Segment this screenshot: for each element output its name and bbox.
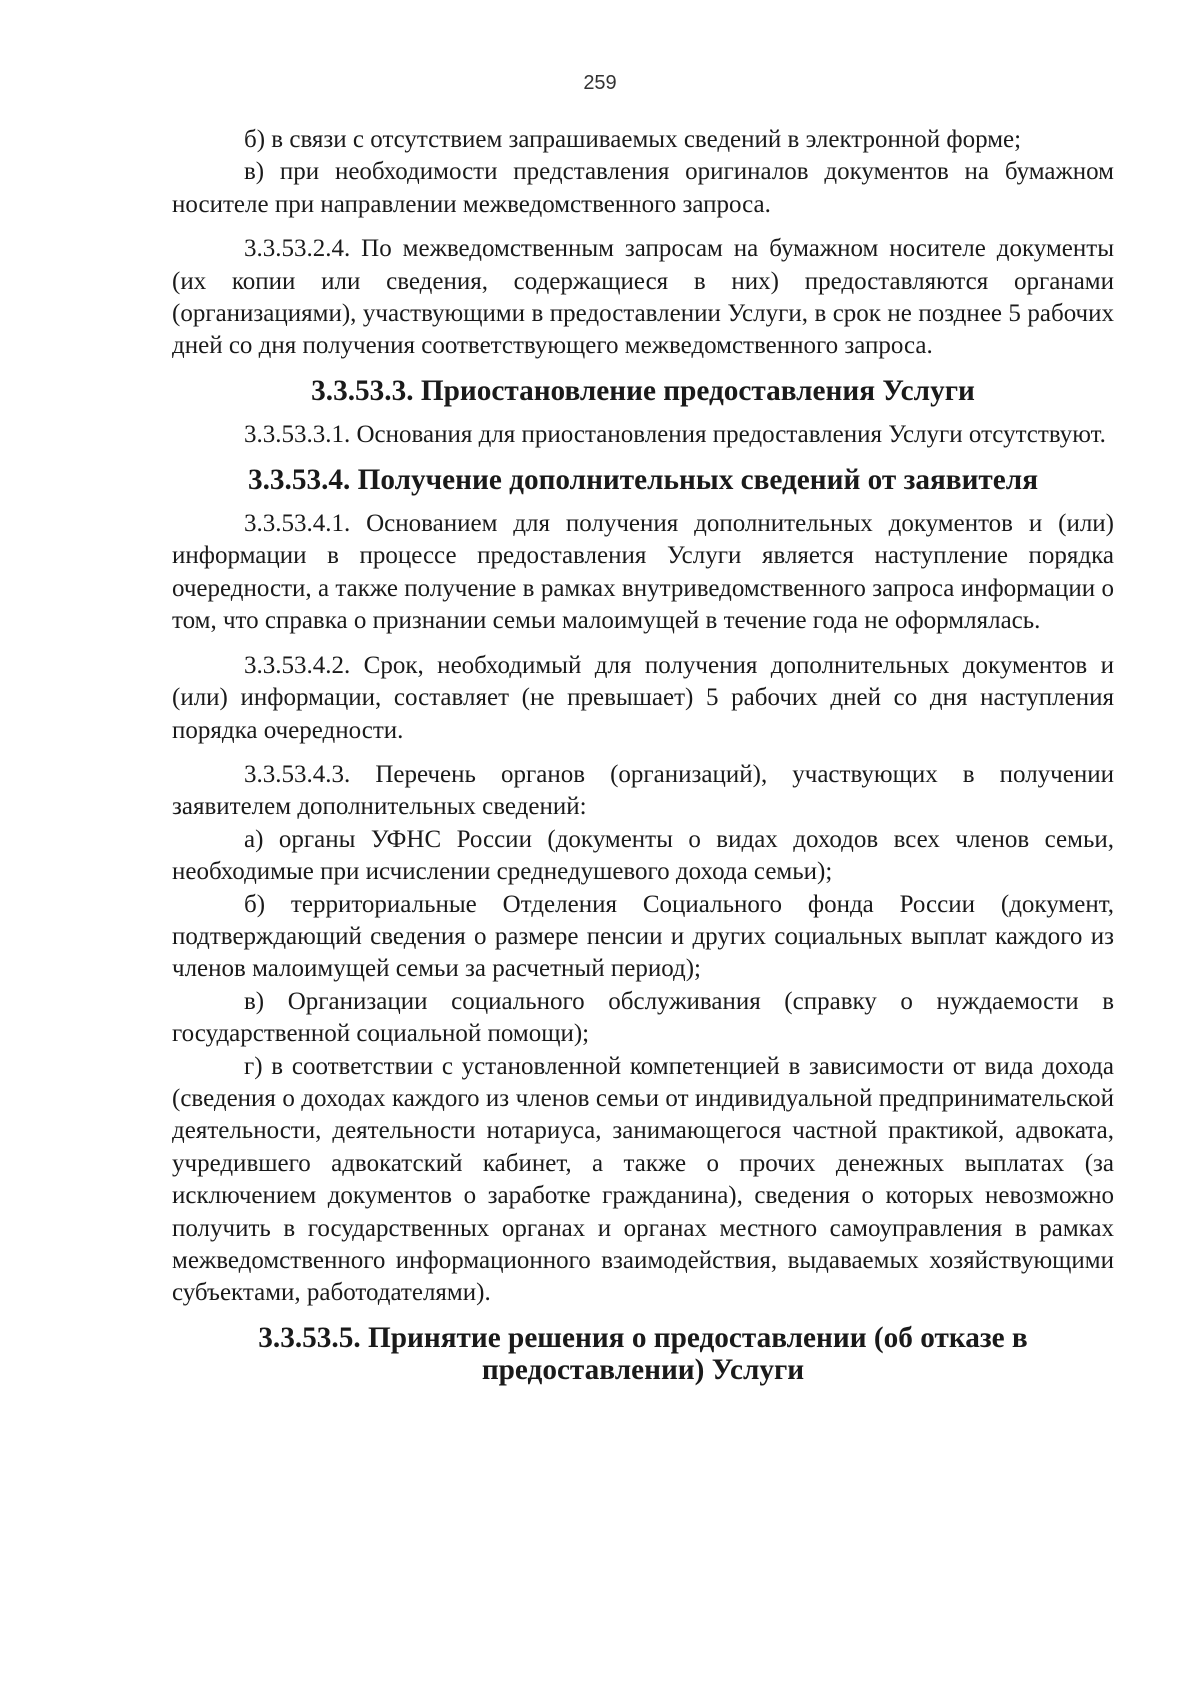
page-body — [172, 124, 1114, 1387]
paragraph-3-3-53-3-1: 3.3.53.3.1. Основания для приостановления предоставления Услуги отсутствуют. — [244, 421, 1106, 449]
list-item-a-ufns: а) органы УФНС России (документы о видах доходов всех членов семьи, необходимые при исчислении среднедушевого дохода семьи); — [172, 825, 1114, 886]
list-item-b-social-fund: б) территориальные Отделения Социального фонда России (документ, подтверждающий сведения о размере пенсии и других социальных выплат каждого из членов малоимущей семьи за расчетный период); — [172, 890, 1114, 983]
paragraph-3-3-53-2-4: 3.3.53.2.4. По межведомственным запросам на бумажном носителе документы (их копии или сведения, содержащиеся в них) предоставляются органами (организациями), участвующими в предоставлении Услуги, в срок не позднее 5 рабочих дней со дня получения соответствующего межведомственного запроса. — [172, 235, 1114, 360]
section-heading-3-3-53-3: 3.3.53.3. Приостановление предоставления Услуги — [311, 374, 975, 407]
paragraph-v-paper-originals: в) при необходимости представления оригиналов документов на бумажном носителе при направлении межведомственного запроса. — [172, 158, 1114, 218]
paragraph-3-3-53-4-3: 3.3.53.4.3. Перечень органов (организаций), участвующих в получении заявителем дополнительных сведений: — [172, 760, 1114, 821]
section-heading-3-3-53-5-line1: 3.3.53.5. Принятие решения о предоставлении (об отказе в — [258, 1321, 1028, 1354]
page-number: 259 — [583, 72, 617, 94]
paragraph-3-3-53-4-1: 3.3.53.4.1. Основанием для получения дополнительных документов и (или) информации в процессе предоставления Услуги является наступление порядка очередности, а также получение в рамках внутриведомственного запроса информации о том, что справка о признании семьи малоимущей в течение года не оформлялась. — [172, 510, 1114, 635]
list-item-g-income-sources: г) в соответствии с установленной компетенцией в зависимости от вида дохода (сведения о доходах каждого из членов семьи от индивидуальной предпринимательской деятельности, деятельности нотариуса, занимающегося частной практикой, адвоката, учредившего адвокатский кабинет, а также о прочих денежных выплатах (за исключением документов о заработке гражданина), сведения о которых невозможно получить в государственных органах и органах местного самоуправления в рамках межведомственного информационного взаимодействия, выдаваемых хозяйствующими субъектами, работодателями). — [172, 1052, 1114, 1307]
paragraph-b-electronic-form: б) в связи с отсутствием запрашиваемых сведений в электронной форме; — [244, 126, 1022, 153]
section-heading-3-3-53-4: 3.3.53.4. Получение дополнительных сведений от заявителя — [247, 463, 1039, 496]
list-item-v-social-service: в) Организации социального обслуживания (справку о нуждаемости в государственной социальной помощи); — [172, 987, 1114, 1048]
section-heading-3-3-53-5 — [172, 1322, 1114, 1387]
section-heading-3-3-53-5-line2: предоставлении) Услуги — [481, 1354, 805, 1387]
paragraph-3-3-53-4-2: 3.3.53.4.2. Срок, необходимый для получения дополнительных документов и (или) информации, составляет (не превышает) 5 рабочих дней со дня наступления порядка очередности. — [172, 651, 1114, 744]
